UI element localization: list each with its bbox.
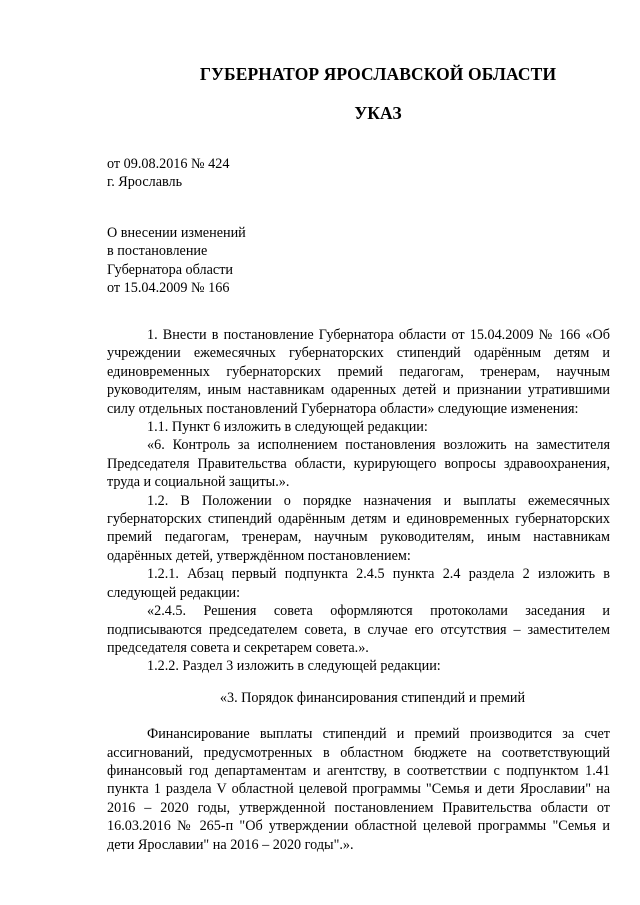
document-body xyxy=(107,326,610,854)
paragraph-1-2-1: 1.2.1. Абзац первый подпункта 2.4.5 пункта 2.4 раздела 2 изложить в следующей редакции: xyxy=(107,566,610,601)
subject-line-3: Губернатора области xyxy=(107,261,233,278)
document-meta xyxy=(107,155,229,192)
paragraph-1-2: 1.2. В Положении о порядке назначения и выплаты ежемесячных губернаторских стипендий одарённым детям и единовременных губернаторских премий педагогам, тренерам, научным руководителям, иным наставникам одарённых детей, утверждённом постановлением: xyxy=(107,492,610,564)
paragraph-financing: Финансирование выплаты стипендий и премий производится за счет ассигнований, предусмотренных в областном бюджете на соответствующий финансовый год департаментам и агентству, в соответствии с подпунктом 1.41 пункта 1 раздела V областной целевой программы "Семья и дети Ярославии" на 2016 – 2020 годы, утвержденной постановлением Правительства области от 16.03.2016 № 265-п "Об утверждении областной целевой программы "Семья и дети Ярославии" на 2016 – 2020 годы".». xyxy=(107,726,610,853)
subject-line-4: от 15.04.2009 № 166 xyxy=(107,280,230,297)
subject-line-2: в постановление xyxy=(107,243,208,260)
paragraph-1-2-1-text: «2.4.5. Решения совета оформляются протоколами заседания и подписываются председателем совета, в случае его отсутствия – заместителем председателя совета и секретарем совета.». xyxy=(107,603,610,656)
paragraph-1: 1. Внести в постановление Губернатора области от 15.04.2009 № 166 «Об учреждении ежемесячных губернаторских стипендий одарённым детям и единовременных губернаторских премий педагогам, тренерам, научным руководителям, иным наставникам одаренных детей и признании утратившими силу отдельных постановлений Губернатора области» следующие изменения: xyxy=(107,327,610,417)
document-type: УКАЗ xyxy=(354,103,402,123)
section-heading: «3. Порядок финансирования стипендий и премий xyxy=(219,689,526,706)
date-number-line: от 09.08.2016 № 424 xyxy=(107,156,230,172)
city-line: г. Ярославль xyxy=(107,174,183,191)
subject-line-1: О внесении изменений xyxy=(107,225,246,241)
document-subject xyxy=(107,224,246,298)
paragraph-1-1: 1.1. Пункт 6 изложить в следующей редакции: xyxy=(147,419,428,436)
document-authority: ГУБЕРНАТОР ЯРОСЛАВСКОЙ ОБЛАСТИ xyxy=(199,64,557,84)
paragraph-1-1-text: «6. Контроль за исполнением постановления возложить на заместителя Председателя Правительства области, курирующего вопросы здравоохранения, труда и социальной защиты.». xyxy=(107,437,610,491)
paragraph-1-2-2: 1.2.2. Раздел 3 изложить в следующей редакции: xyxy=(147,658,441,675)
